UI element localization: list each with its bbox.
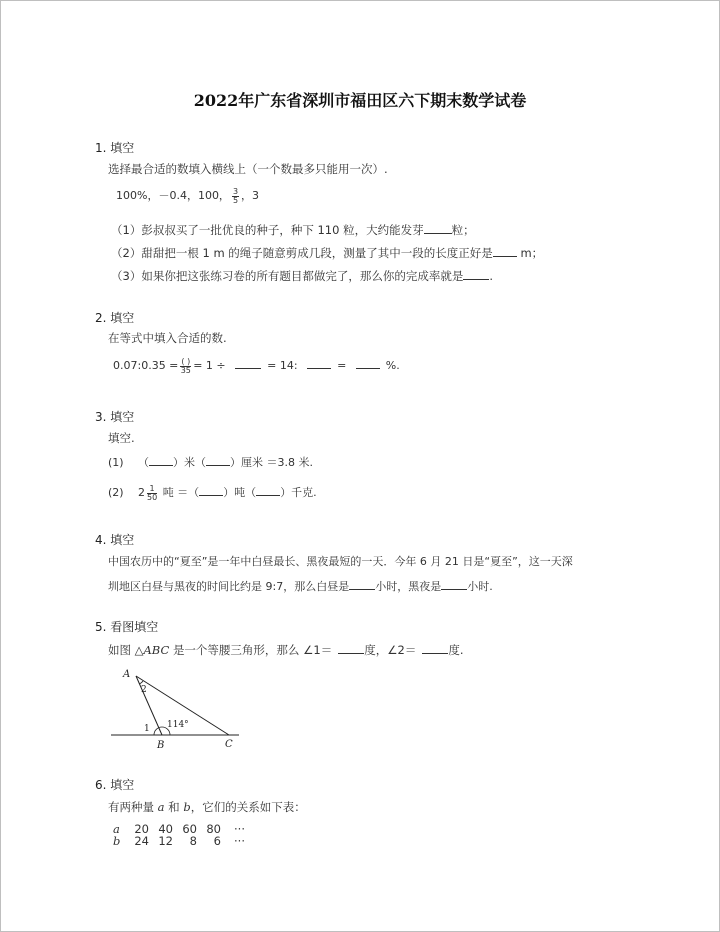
answer-blank[interactable] (422, 641, 448, 654)
angle-1-label: 1 (144, 724, 150, 734)
table-cell: 8 (189, 834, 197, 848)
table-cell: b (113, 834, 121, 848)
table-cell: 24 (134, 834, 149, 848)
q3-heading: 3. 填空 (95, 410, 135, 424)
page-title: 2022年广东省深圳市福田区六下期末数学试卷 (193, 91, 527, 110)
fraction-3-5: $\frac{3}{5}$ (232, 186, 239, 205)
q2-heading: 2. 填空 (95, 311, 135, 325)
table-cell: 40 (158, 822, 173, 836)
triangle-figure (101, 663, 251, 753)
q5-text: 如图 △ABC 是一个等腰三角形，那么 ∠1＝ 度，∠2＝ 度. (108, 643, 464, 657)
table-cell: ··· (234, 834, 245, 848)
table-cell: ··· (234, 822, 245, 836)
answer-blank[interactable] (149, 453, 173, 466)
vertex-b-label: B (157, 740, 165, 751)
q3-row1: (1) （ ）米（ ）厘米 ＝3.8 米. (108, 453, 313, 470)
q1-heading: 1. 填空 (95, 141, 135, 155)
answer-blank[interactable] (424, 221, 452, 234)
answer-blank[interactable] (356, 356, 380, 369)
q6-relation-table (113, 823, 251, 847)
table-row-b (113, 835, 251, 847)
q1-options: 100%，－0.4，100， $\frac{3}{5}$ ，3 (116, 186, 260, 205)
q1-intro: 选择最合适的数填入横线上（一个数最多只能用一次）. (108, 162, 388, 176)
table-cell: 80 (206, 822, 221, 836)
vertex-c-label: C (225, 739, 233, 750)
q6-heading: 6. 填空 (95, 778, 135, 792)
q3-row2: (2) 2 $\frac{1}{50}$ 吨 ＝（ ）吨（ ）千克. (108, 483, 317, 502)
angle-2-label: 2 (141, 685, 147, 695)
q3-intro: 填空. (108, 431, 135, 445)
angle-arc-a (139, 681, 143, 684)
q4-heading: 4. 填空 (95, 533, 135, 547)
vertex-a-label: A (123, 669, 131, 680)
q2-intro: 在等式中填入合适的数. (108, 331, 227, 345)
answer-blank[interactable] (493, 244, 517, 257)
answer-blank[interactable] (235, 356, 261, 369)
q1-sub2: （2）甜甜把一根 1 m 的绳子随意剪成几段，测量了其中一段的长度正好是 m； (111, 246, 544, 260)
answer-blank[interactable] (349, 577, 375, 590)
table-cell: a (113, 822, 120, 836)
q4-line2: 圳地区白昼与黑夜的时间比约是 9:7，那么白昼是 小时，黑夜是 小时. (108, 577, 493, 594)
answer-blank[interactable] (463, 267, 489, 280)
table-cell: 12 (158, 834, 173, 848)
q2-equation: 0.07:0.35 = $\frac{( )}{35}$ = 1 ÷ = 14: = %. (113, 356, 400, 375)
answer-blank[interactable] (199, 483, 223, 496)
q1-sub1: （1）彭叔叔买了一批优良的种子，种下 110 粒，大约能发芽 粒； (111, 223, 475, 237)
table-cell: 20 (134, 822, 149, 836)
answer-blank[interactable] (441, 577, 467, 590)
answer-blank[interactable] (338, 641, 364, 654)
answer-blank[interactable] (256, 483, 280, 496)
q1-sub3: （3）如果你把这张练习卷的所有题目都做完了，那么你的完成率就是 . (111, 269, 493, 283)
answer-blank[interactable] (206, 453, 230, 466)
table-cell: 60 (182, 822, 197, 836)
q6-intro: 有两种量 a 和 b，它们的关系如下表： (108, 800, 306, 814)
q4-line1: 中国农历中的“夏至”是一年中白昼最长、黑夜最短的一天．今年 6 月 21 日是“夏至”，这一天深 (108, 555, 573, 568)
fraction-blank-35: $\frac{( )}{35}$ (180, 356, 191, 375)
fraction-1-50: $\frac{1}{50}$ (147, 483, 158, 502)
answer-blank[interactable] (307, 356, 331, 369)
q5-heading: 5. 看图填空 (95, 620, 159, 634)
angle-114-label: 114° (167, 720, 189, 730)
table-cell: 6 (213, 834, 221, 848)
